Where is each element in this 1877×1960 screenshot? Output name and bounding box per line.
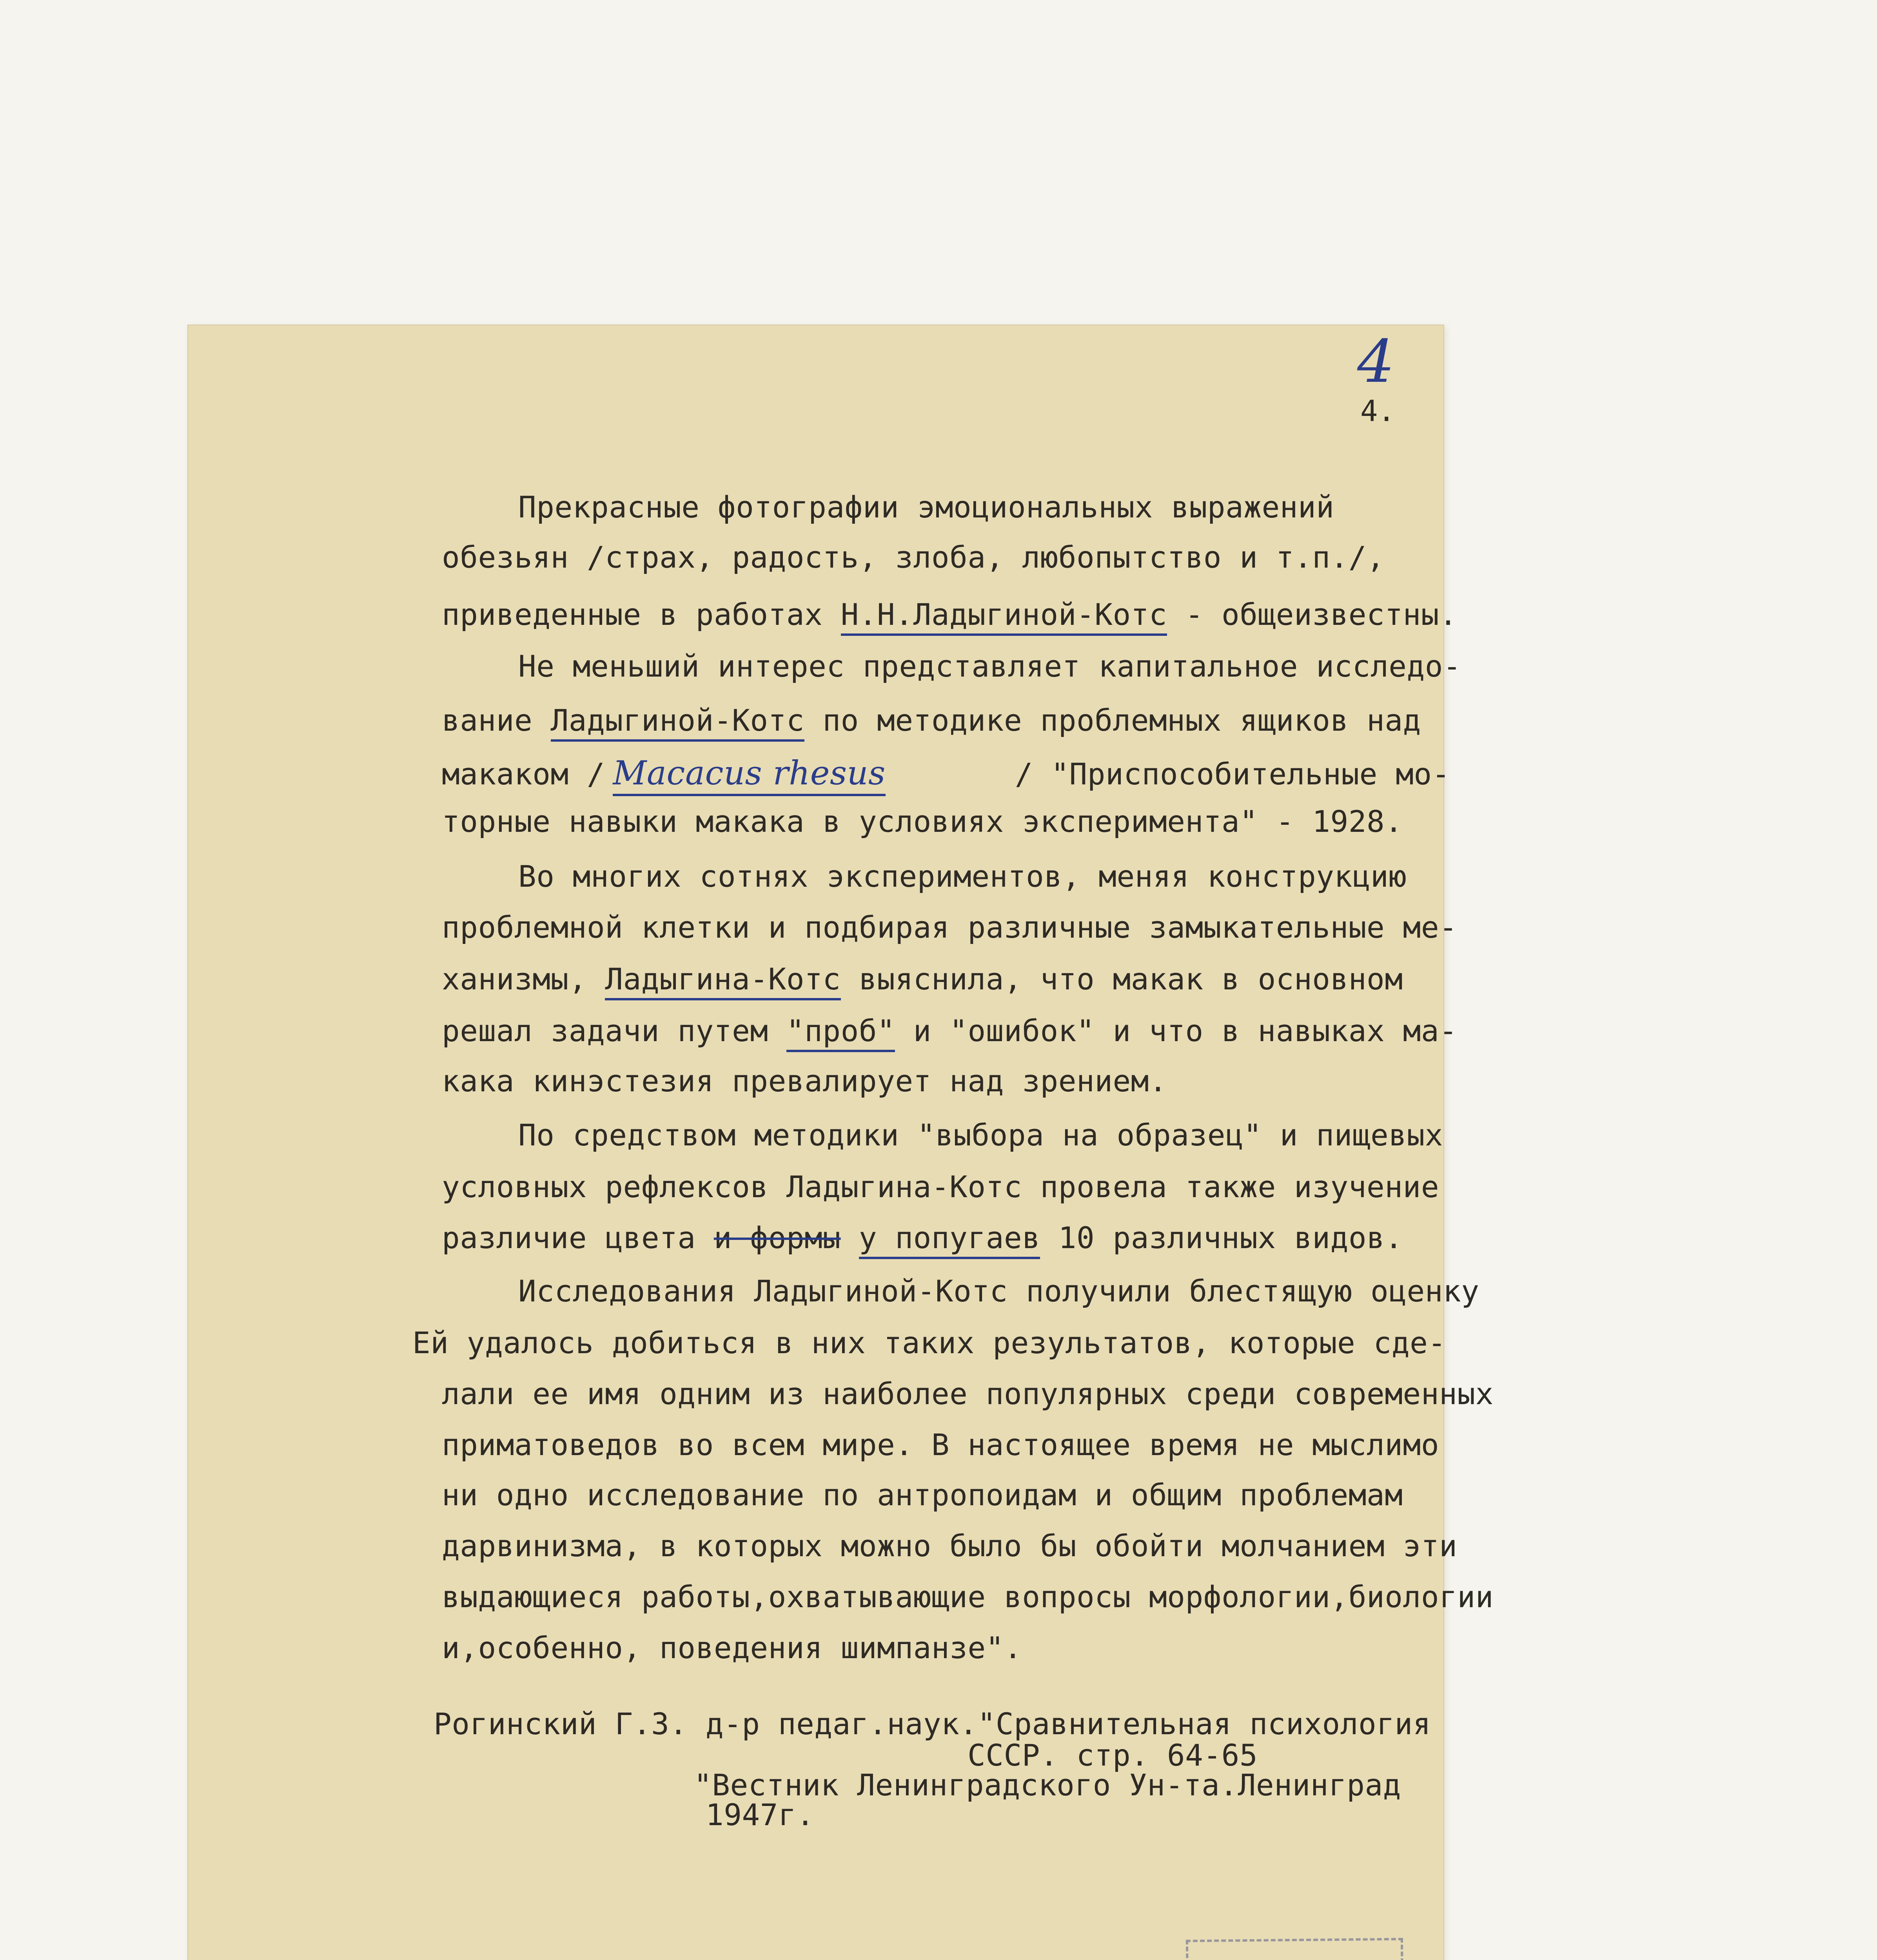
text-line: Во многих сотнях экспериментов, меняя конструкцию xyxy=(518,859,1407,894)
underlined-word: "проб" xyxy=(786,1013,895,1052)
text-line: вание Ладыгиной-Котс по методике проблемных ящиков над xyxy=(442,706,1421,735)
text-line: и,особенно, поведения шимпанзе". xyxy=(442,1630,1022,1665)
text-line: Прекрасные фотографии эмоциональных выражений xyxy=(518,490,1334,524)
underlined-name: Ладыгина-Котс xyxy=(605,962,840,1000)
text-line: кака кинэстезия превалирует над зрением. xyxy=(442,1063,1167,1098)
text-line: торные навыки макака в условиях эксперимента" - 1928. xyxy=(442,804,1403,839)
underlined-phrase: у попугаев xyxy=(859,1220,1040,1259)
text-line: Не меньший интерес представляет капитальное исследо- xyxy=(518,649,1461,684)
reference-line: Рогинский Г.З. д-р педаг.наук."Сравнительная психология xyxy=(434,1706,1431,1741)
text-line: проблемной клетки и подбирая различные замыкательные ме- xyxy=(442,910,1458,945)
text-line: различие цвета и формы у попугаев 10 различных видов. xyxy=(442,1223,1403,1253)
text-line: дарвинизма, в которых можно было бы обойти молчанием эти xyxy=(442,1528,1458,1563)
text-line: ханизмы, Ладыгина-Котс выяснила, что макак в основном xyxy=(442,964,1403,994)
text-line: лали ее имя одним из наиболее популярных среди современных xyxy=(442,1376,1494,1411)
text-line: ни одно исследование по антропоидам и общим проблемам xyxy=(442,1477,1403,1512)
reference-line: 1947г. xyxy=(706,1797,815,1832)
underlined-name: Ладыгиной-Котс xyxy=(551,703,805,742)
text-line: выдающиеся работы,охватывающие вопросы морфологии,биологии xyxy=(442,1579,1494,1614)
reference-line: "Вестник Ленинградского Ун-та.Ленинград xyxy=(694,1768,1401,1802)
underlined-name: Н.Н.Ладыгиной-Котс xyxy=(841,597,1167,636)
text-line: решал задачи путем "проб" и "ошибок" и что в навыках ма- xyxy=(442,1016,1457,1046)
text-line: приведенные в работах Н.Н.Ладыгиной-Котс - общеизвестны. xyxy=(442,600,1457,630)
text-line: макаком / Macacus rhesus / "Приспособительные мо- xyxy=(442,757,1450,789)
text-line: обезьян /страх, радость, злоба, любопытство и т.п./, xyxy=(442,540,1385,575)
text-line: условных рефлексов Ладыгина-Котс провела также изучение xyxy=(442,1169,1440,1204)
handwritten-species-name: Macacus rhesus xyxy=(613,754,885,796)
text-line: Исследования Ладыгиной-Котс получили блестящую оценку xyxy=(518,1274,1479,1308)
reference-line: СССР. стр. 64-65 xyxy=(968,1738,1258,1773)
typed-page-number: 4. xyxy=(1360,394,1396,428)
struck-out-text: и формы xyxy=(713,1220,841,1255)
text-line: По средством методики "выбора на образец" и пищевых xyxy=(518,1118,1443,1152)
text-line: Ей удалось добиться в них таких результатов, которые сде- xyxy=(412,1325,1446,1360)
handwritten-page-number: 4 xyxy=(1357,328,1395,396)
text-line: приматоведов во всем мире. В настоящее время не мыслимо xyxy=(442,1427,1440,1462)
archive-stamp xyxy=(1186,1938,1404,1960)
